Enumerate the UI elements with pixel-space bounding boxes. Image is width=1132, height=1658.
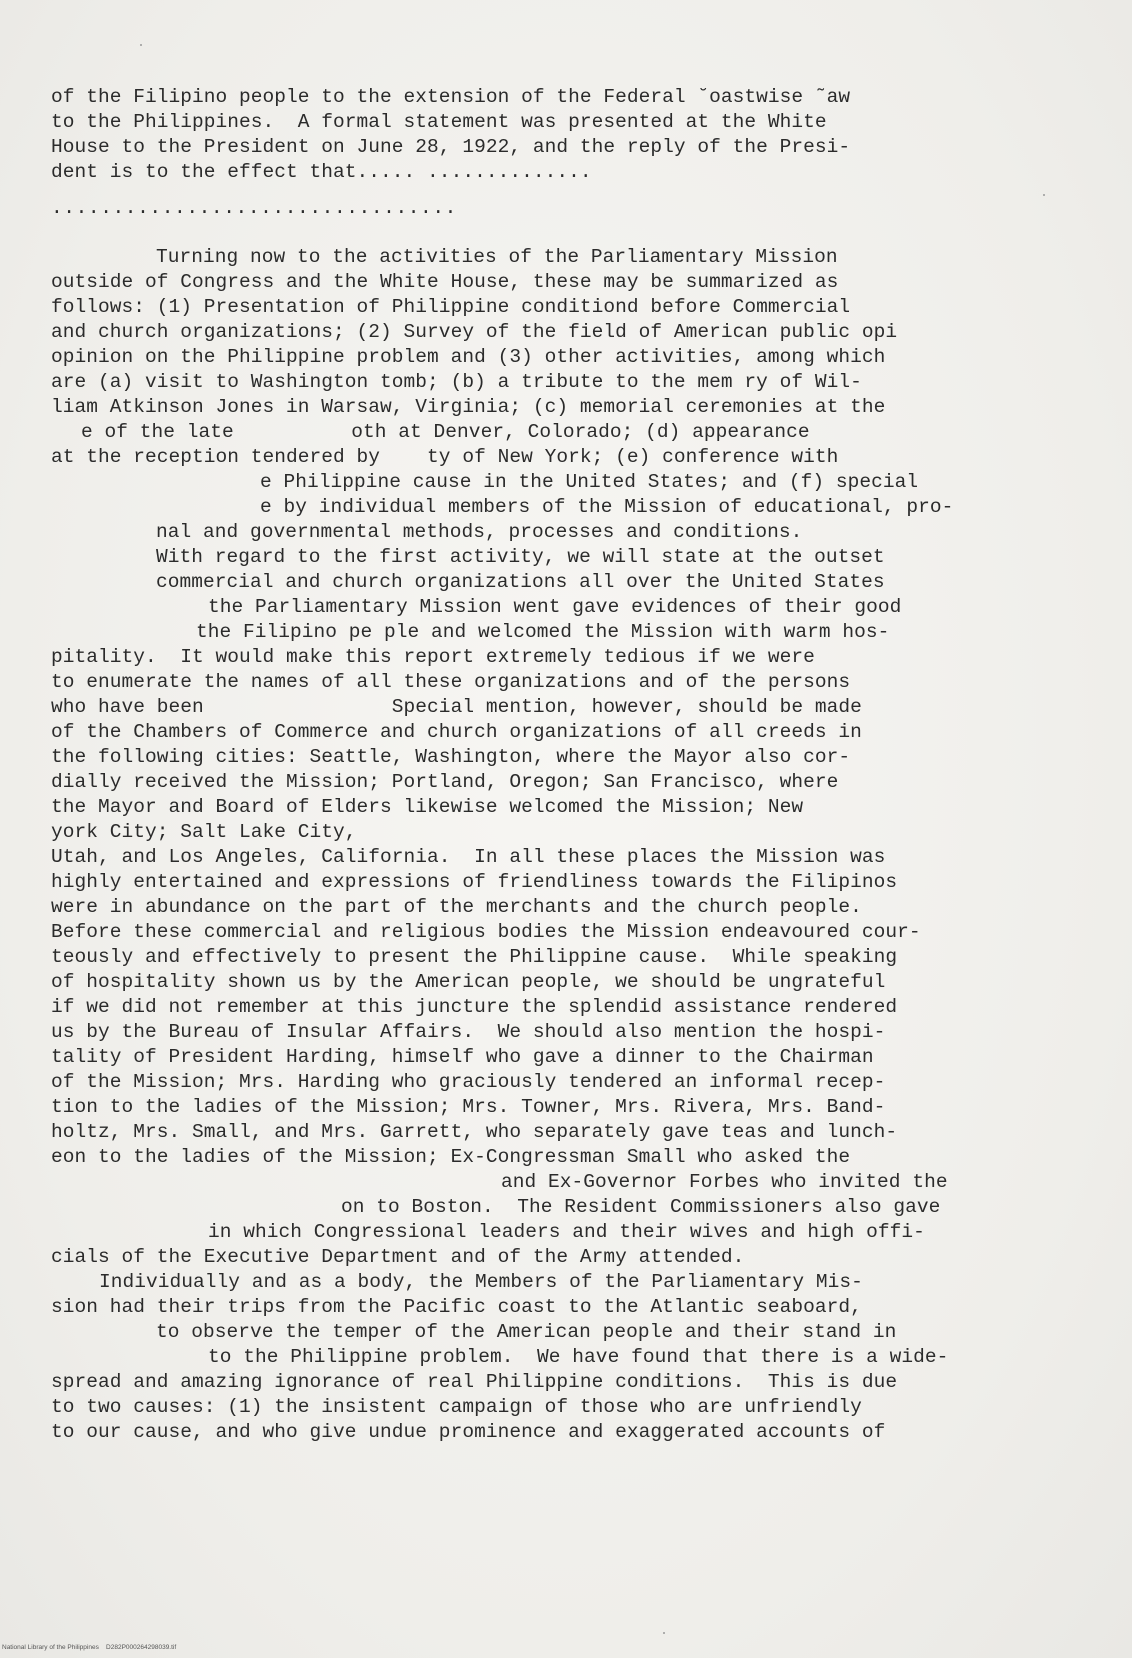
text-line: e by individual members of the Mission of educational, pro- <box>260 496 954 518</box>
text-line: dially received the Mission; Portland, Oregon; San Francisco, where <box>51 771 839 793</box>
text-line: pitality. It would make this report extremely tedious if we were <box>51 646 815 668</box>
text-line: of the Chambers of Commerce and church organizations of all creeds in <box>51 721 862 743</box>
text-line: in which Congressional leaders and their wives and high offi- <box>208 1221 925 1243</box>
text-line: liam Atkinson Jones in Warsaw, Virginia; (c) memorial ceremonies at the <box>51 396 886 418</box>
text-line: were in abundance on the part of the merchants and the church people. <box>51 896 862 918</box>
text-line: of the Mission; Mrs. Harding who graciously tendered an informal recep- <box>51 1071 886 1093</box>
text-line: who have been Special mention, however, should be made <box>51 696 862 718</box>
text-line: e Philippine cause in the United States; and (f) special <box>260 471 919 493</box>
text-line: to the Philippine problem. We have found that there is a wide- <box>208 1346 949 1368</box>
text-line: outside of Congress and the White House, these may be summarized as <box>51 271 839 293</box>
text-line: Utah, and Los Angeles, California. In all these places the Mission was <box>51 846 886 868</box>
text-line: and Ex-Governor Forbes who invited the <box>501 1171 948 1193</box>
text-line: Individually and as a body, the Members of the Parliamentary Mis- <box>99 1271 863 1293</box>
text-line: are (a) visit to Washington tomb; (b) a tribute to the mem ry of Wil- <box>51 371 862 393</box>
text-line: the following cities: Seattle, Washington, where the Mayor also cor- <box>51 746 851 768</box>
text-line: follows: (1) Presentation of Philippine conditiond before Commercial <box>51 296 851 318</box>
text-line: to observe the temper of the American people and their stand in <box>156 1321 897 1343</box>
text-line: nal and governmental methods, processes and conditions. <box>156 521 803 543</box>
text-line: to our cause, and who give undue prominence and exaggerated accounts of <box>51 1421 886 1443</box>
text-line: opinion on the Philippine problem and (3) other activities, among which <box>51 346 886 368</box>
archive-footer: National Library of the Philippines D282P000264298039.tif <box>2 1644 177 1651</box>
text-line: commercial and church organizations all over the United States <box>156 571 885 593</box>
paper-speck <box>663 1632 665 1634</box>
paper-speck <box>1043 194 1045 196</box>
text-line: york City; Salt Lake City, <box>51 821 357 843</box>
text-line: of the Filipino people to the extension of the Federal ˘oastwise ˜aw <box>51 86 851 108</box>
text-line: cials of the Executive Department and of the Army attended. <box>51 1246 745 1268</box>
text-line: tality of President Harding, himself who gave a dinner to the Chairman <box>51 1046 874 1068</box>
text-line: e of the late oth at Denver, Colorado; (d) appearance <box>81 421 810 443</box>
text-line: at the reception tendered by ty of New York; (e) conference with <box>51 446 839 468</box>
text-line: the Mayor and Board of Elders likewise welcomed the Mission; New <box>51 796 804 818</box>
text-line: to two causes: (1) the insistent campaign of those who are unfriendly <box>51 1396 862 1418</box>
text-line: to the Philippines. A formal statement was presented at the White <box>51 111 827 133</box>
paper-speck <box>140 44 142 46</box>
text-line: of hospitality shown us by the American people, we should be ungrateful <box>51 971 886 993</box>
text-line: holtz, Mrs. Small, and Mrs. Garrett, who separately gave teas and lunch- <box>51 1121 898 1143</box>
text-line: on to Boston. The Resident Commissioners also gave <box>341 1196 941 1218</box>
text-line: and church organizations; (2) Survey of the field of American public opi <box>51 321 898 343</box>
text-line: us by the Bureau of Insular Affairs. We should also mention the hospi- <box>51 1021 886 1043</box>
text-line: highly entertained and expressions of friendliness towards the Filipinos <box>51 871 898 893</box>
text-line: sion had their trips from the Pacific coast to the Atlantic seaboard, <box>51 1296 862 1318</box>
text-line: spread and amazing ignorance of real Philippine conditions. This is due <box>51 1371 898 1393</box>
text-line: the Parliamentary Mission went gave evidences of their good <box>208 596 902 618</box>
text-line: dent is to the effect that..... .............. <box>51 161 592 183</box>
text-line: Turning now to the activities of the Parliamentary Mission <box>156 246 838 268</box>
text-line: tion to the ladies of the Mission; Mrs. Towner, Mrs. Rivera, Mrs. Band- <box>51 1096 886 1118</box>
text-line: if we did not remember at this juncture the splendid assistance rendered <box>51 996 898 1018</box>
text-line: House to the President on June 28, 1922, and the reply of the Presi- <box>51 136 851 158</box>
text-line: eon to the ladies of the Mission; Ex-Congressman Small who asked the <box>51 1146 851 1168</box>
dotted-separator: ................................. <box>51 197 457 219</box>
text-line: the Filipino pe ple and welcomed the Mission with warm hos- <box>196 621 890 643</box>
text-line: teously and effectively to present the Philippine cause. While speaking <box>51 946 898 968</box>
text-line: to enumerate the names of all these organizations and of the persons <box>51 671 851 693</box>
text-line: With regard to the first activity, we will state at the outset <box>156 546 885 568</box>
text-line: Before these commercial and religious bodies the Mission endeavoured cour- <box>51 921 921 943</box>
